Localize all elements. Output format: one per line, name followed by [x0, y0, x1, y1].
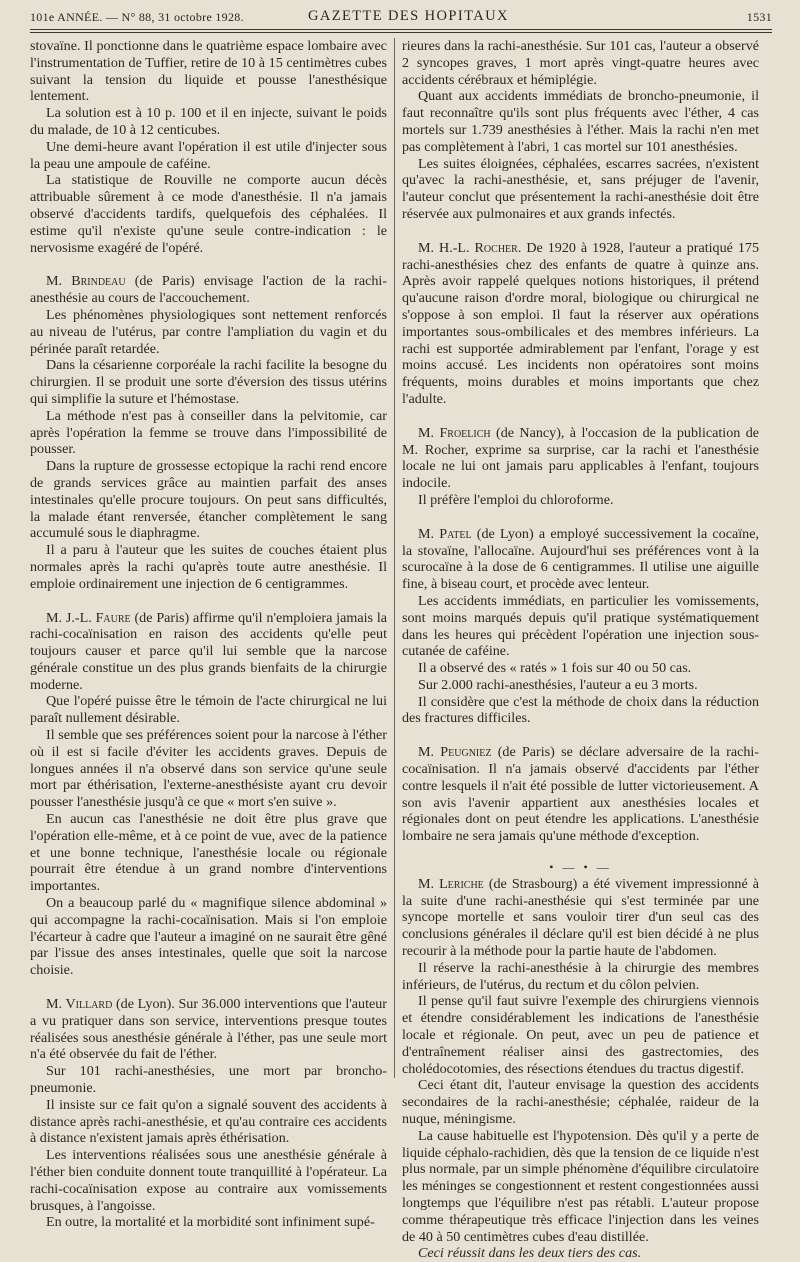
paragraph-faure [30, 610, 387, 694]
paragraph-text: (de Paris) affirme qu'il n'emploiera jamais la rachi-cocaïnisation en raison des accidents qu'elle peut toujours causer et parce qu'il lui semble que la narcose générale constitue un des plus grands bienfaits de la chirurgie moderne. [30, 609, 387, 693]
paragraph: Il a observé des « ratés » 1 fois sur 40 ou 50 cas. [418, 660, 692, 677]
paragraph: En aucun cas l'anesthésie ne doit être plus grave que l'opération elle-même, et à ce point de vue, avec de la patience et une bonne technique, l'anesthésie locale ou régionale pourrait être étendue à un grand nombre d'interventions importantes. [30, 811, 387, 895]
paragraph: Il préfère l'emploi du chloroforme. [418, 491, 614, 508]
paragraph-text: (de Lyon). Sur 36.000 interventions que l'auteur a vu pratiquer dans son service, interventions presque toutes réalisées sous anesthésie générale à l'éther, pas une seule mort n'a été observée du fait de l'éther. [30, 996, 387, 1063]
left-column [30, 38, 387, 1231]
journal-title: GAZETTE DES HOPITAUX [308, 8, 509, 24]
paragraph: Il insiste sur ce fait qu'on a signalé souvent des accidents à distance après rachi-anesthésie, et qu'au contraire ces accidents à distance n'existent jamais après éthérisation. [30, 1096, 387, 1147]
author-name: M. Peugniez [418, 744, 492, 761]
paragraph: Les suites éloignées, céphalées, escarres sacrées, n'existent qu'avec la rachi-anesthésie, et, sans préjuger de l'avenir, l'auteur conclut que présentement la rachi-anesthésie doit être réservée aux pulmonaires et aux grands infectés. [402, 155, 759, 222]
issue-info: 101e ANNÉE. — N° 88, 31 octobre 1928. [30, 10, 244, 24]
paragraph: Il semble que ses préférences soient pour la narcose à l'éther où il est si facile d'éviter les accidents graves. Depuis de longues années il n'a observé dans son service qu'une seule mort par éthérisation, l'externe-anesthésiste ayant cru devoir pousser l'anesthésie jusqu'à ce que « mort s'en suive ». [30, 727, 387, 811]
paragraph: Ceci étant dit, l'auteur envisage la question des accidents secondaires de la rachi-anesthésie; céphalée, raideur de la nuque, méningisme. [402, 1077, 759, 1128]
right-column [402, 38, 759, 1262]
paragraph: Les phénomènes physiologiques sont nettement renforcés au niveau de l'utérus, par contre l'ampliation du vagin et du périnée paraît retardée. [30, 306, 387, 357]
author-name: M. Froelich [418, 424, 491, 441]
paragraph-text: (de Paris) envisage l'action de la rachi-anesthésie au cours de l'accouchement. [30, 273, 387, 307]
paragraph: Sur 101 rachi-anesthésies, une mort par broncho-pneumonie. [30, 1063, 387, 1097]
paragraph-italic: Ceci réussit dans les deux tiers des cas. [418, 1245, 642, 1262]
paragraph-text: (de Nancy), à l'occasion de la publication de M. Rocher, exprime sa surprise, car la rachi et l'anesthésie locale ne lui ont jamais paru applicables à l'enfant, toujours indocile. [402, 424, 759, 492]
paragraph: Les interventions réalisées sous une anesthésie générale à l'éther bien conduite donnent toute tranquillité à l'opérateur. La rachi-cocaïnisation expose au contraire aux vomissements brusques, à l'angoisse. [30, 1147, 387, 1214]
article-body [30, 38, 772, 1262]
paragraph: Dans la césarienne corporéale la rachi facilite la besogne du chirurgien. Il se produit une sorte d'éversion des tissus utérins qui simplifie la suture et l'hémostase. [30, 357, 387, 407]
author-name: M. H.-L. Rocher [418, 239, 518, 256]
paragraph: Dans la rupture de grossesse ectopique la rachi rend encore de grands services grâce au maintien parfait des anses intestinales qu'elle procure toujours. On peut sans difficultés, la malade étant renversée, étancher complètement le sang accumulé sous le diaphragme. [30, 458, 387, 542]
paragraph: Que l'opéré puisse être le témoin de l'acte chirurgical ne lui paraît nullement désirable. [30, 693, 387, 727]
paragraph: La cause habituelle est l'hypotension. Dès qu'il y a perte de liquide céphalo-rachidien, dès que la tension de ce liquide n'est plus normale, par un simple phénomène d'équilibre circulatoire les méninges se congestionnent et restent congestionnées aussi longtemps que l'équilibre n'est pas rétabli. L'auteur propose comme thérapeutique très efficace l'injection dans les veines de 40 à 50 centimètres cubes d'eau distillée. [402, 1127, 759, 1245]
paragraph: Il pense qu'il faut suivre l'exemple des chirurgiens viennois et étendre considérablement les indications de l'anesthésie locale et régionale. On peut, avec un peu de patience et d'entraînement réaliser ainsi des gastrectomies, des cholédocotomies, des résections étendues du tractus digestif. [402, 993, 759, 1077]
paragraph-leriche [402, 876, 759, 960]
header-rule [30, 29, 772, 30]
paragraph: La statistique de Rouville ne comporte aucun décès attribuable sûrement à ce mode d'anesthésie. Il n'a jamais observé d'accidents tardifs, quelquefois des céphalées. Il estime qu'il n'existe qu'une seule contre-indication : le nervosisme exagéré de l'opéré. [30, 172, 387, 256]
paragraph-text: (de Strasbourg) a été vivement impressionné à la suite d'une rachi-anesthésie qui s'est terminée par une syncope mortelle et sans vouloir tirer d'un seul cas des conclusions générales il déclare qu'il est bien décidé à ne plus recourir à la méthode pour la partie haute de l'abdomen. [402, 875, 759, 960]
page-number: 1531 [746, 10, 772, 24]
paragraph: rieures dans la rachi-anesthésie. Sur 101 cas, l'auteur a observé 2 syncopes graves, 1 mort après vingt-quatre heures avec accidents cérébraux et hémiplégie. [402, 38, 759, 88]
paragraph: Les accidents immédiats, en particulier les vomissements, sont moins marqués depuis qu'il pratique systématiquement dans les heures qui précèdent l'opération une injection sous-cutanée de caféine. [402, 592, 759, 660]
paragraph-patel [402, 526, 759, 593]
paragraph: En outre, la mortalité et la morbidité sont infiniment supé- [46, 1214, 375, 1231]
paragraph-villard [30, 996, 387, 1063]
running-header [30, 6, 772, 28]
section-separator: • — • — [549, 860, 612, 875]
paragraph: La méthode n'est pas à conseiller dans la pelvitomie, car après l'opération la femme se trouve dans l'impossibilité de pousser. [30, 407, 387, 458]
paragraph: Il réserve la rachi-anesthésie à la chirurgie des membres inférieurs, de l'utérus, du rectum et du côlon pelvien. [402, 959, 759, 993]
paragraph: Il a paru à l'auteur que les suites de couches étaient plus normales après la rachi qu'après toute autre anesthésie. Il emploie ordinairement une injection de 6 centigrammes. [30, 542, 387, 592]
paragraph: On a beaucoup parlé du « magnifique silence abdominal » qui accompagne la rachi-cocaïnisation. Mais si l'on emploie l'écarteur à cadre que l'auteur a imaginé on ne saurait être gêné par l'issue des anses intestinales, quelle que soit la narcose choisie. [30, 895, 387, 979]
paragraph: Quant aux accidents immédiats de broncho-pneumonie, il faut reconnaître qu'ils sont plus fréquents avec l'éther, 4 cas mortels sur 1.739 anesthésies à l'éther. Mais la rachi n'en met pas complètement à l'abri, 1 cas mortel sur 101 anesthésies. [402, 88, 759, 155]
author-name: M. Patel [418, 525, 472, 542]
author-name: M. Villard [46, 996, 113, 1013]
paragraph-brindeau [30, 273, 387, 307]
paragraph-peugniez [402, 744, 759, 845]
paragraph: Il considère que c'est la méthode de choix dans la réduction des fractures difficiles. [402, 693, 759, 727]
paragraph-text: (de Lyon) a employé successivement la cocaïne, la stovaïne, l'allocaïne. Aujourd'hui ses préférences vont à la scurocaïne à la dose de 6 centigrammes. Il utilise une aiguille fine, à biseau court, et procède avec lenteur. [402, 525, 759, 593]
author-name: M. Brindeau [46, 273, 126, 290]
paragraph: La solution est à 10 p. 100 et il en injecte, suivant le poids du malade, de 10 à 12 centicubes. [30, 105, 387, 138]
column-divider [394, 38, 395, 1078]
author-name: M. Leriche [418, 875, 484, 892]
paragraph-text: . De 1920 à 1928, l'auteur a pratiqué 175 rachi-anesthésies chez des enfants de quatre à quinze ans. Après avoir rappelé quelques notions historiques, il prétend qu'aucune raison d'ordre moral, biologique ou chirurgical ne s'oppose à son emploi. Il faut la réserver aux opérations importantes sous-ombilicales et des membres inférieurs. La rachi est supportée admirablement par l'enfant, l'orage y est moins accusé. Les incidents non opératoires sont moins fréquents, moins durables et moins importants que chez l'adulte. [402, 239, 759, 407]
author-name: M. J.-L. Faure [46, 609, 131, 626]
paragraph: stovaïne. Il ponctionne dans le quatrième espace lombaire avec l'instrumentation de Tuffier, retire de 10 à 15 centimètres cubes suivant la tension du liquide et pousse l'anesthésique lentement. [30, 38, 387, 105]
paragraph-text: (de Paris) se déclare adversaire de la rachi-cocaïnisation. Il n'a jamais observé d'accidents par l'éther contre lesquels il n'ait été possible de lutter victorieusement. A son avis l'avenir appartient aux anesthésies locales et régionales dont on peut étendre les applications. L'anesthésie lombaire ne sera jamais qu'une méthode d'exception. [402, 744, 759, 845]
paragraph: Sur 2.000 rachi-anesthésies, l'auteur a eu 3 morts. [418, 676, 698, 693]
paragraph: Une demi-heure avant l'opération il est utile d'injecter sous la peau une ampoule de caféine. [30, 138, 387, 172]
paragraph-froelich [402, 425, 759, 492]
header-rule-double [30, 32, 772, 33]
paragraph-rocher [402, 240, 759, 408]
